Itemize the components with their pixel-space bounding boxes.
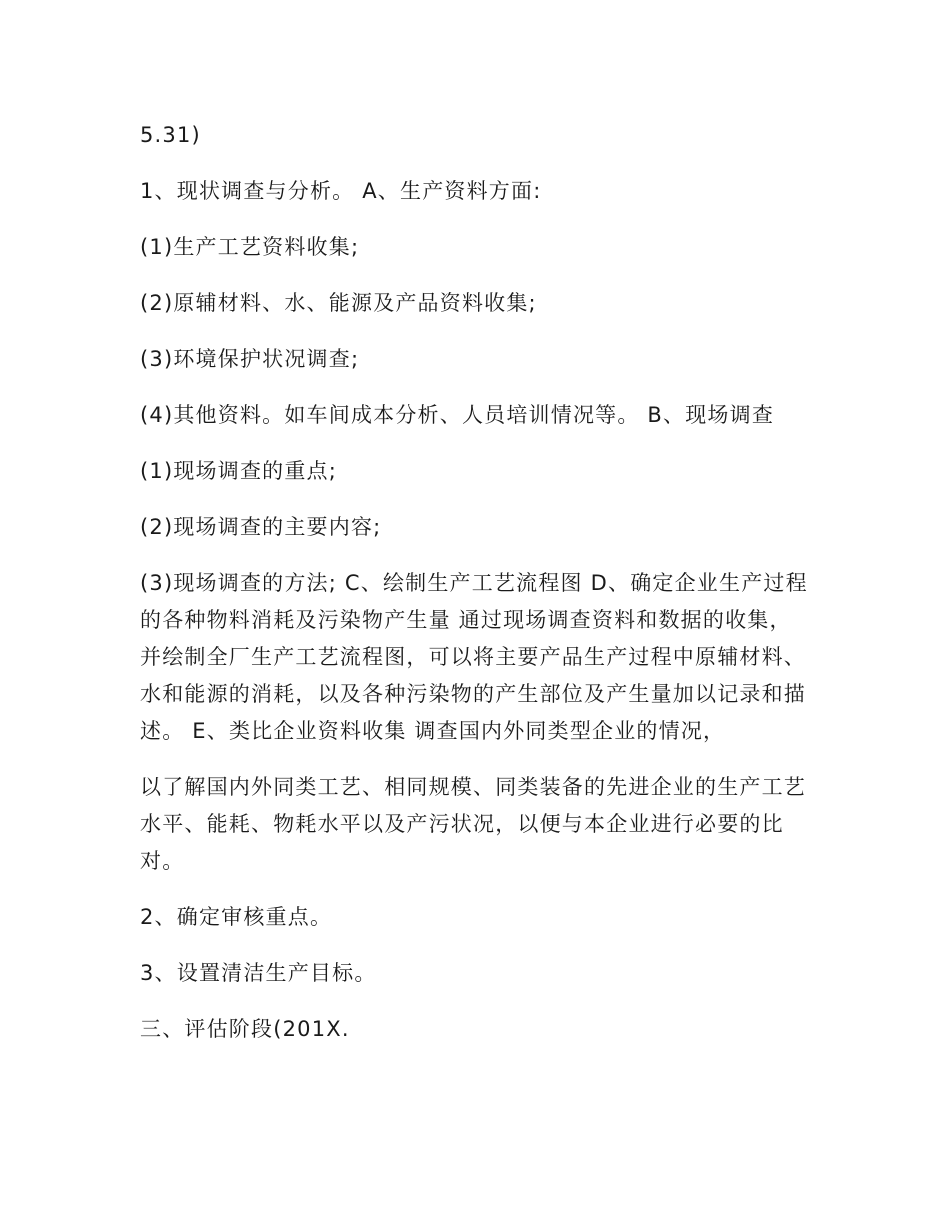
paragraph-status-survey-heading: 1、现状调查与分析。 A、生产资料方面: — [140, 179, 542, 203]
paragraph-cleaner-production-target: 3、设置清洁生产目标。 — [140, 961, 377, 985]
paragraph-item-4: (4)其他资料。如车间成本分析、人员培训情况等。 B、现场调查 — [140, 403, 775, 427]
paragraph-site-item-3: (3)现场调查的方法; C、绘制生产工艺流程图 D、确定企业生产过程的各种物料消耗及污染物产生量 通过现场调查资料和数据的收集，并绘制全厂生产工艺流程图，可以将主要产品生产过程中原辅材料、水和能源的消耗，以及各种污染物的产生部位及产生量加以记录和描述。 E、类比企业资料收集 调查国内外同类型企业的情况， — [140, 571, 808, 743]
paragraph-date-fragment: 5.31) — [140, 123, 201, 147]
paragraph-comparison: 以了解国内外同类工艺、相同规模、同类装备的先进企业的生产工艺水平、能耗、物耗水平以及产污状况，以便与本企业进行必要的比对。 — [140, 775, 806, 873]
paragraph-evaluation-stage: 三、评估阶段(201X. — [140, 1017, 350, 1041]
document-page — [140, 117, 812, 1067]
paragraph-item-1: (1)生产工艺资料收集; — [140, 235, 360, 259]
paragraph-site-item-1: (1)现场调查的重点; — [140, 459, 338, 483]
paragraph-item-2: (2)原辅材料、水、能源及产品资料收集; — [140, 291, 537, 315]
paragraph-audit-focus: 2、确定审核重点。 — [140, 905, 333, 929]
paragraph-item-3: (3)环境保护状况调查; — [140, 347, 360, 371]
paragraph-site-item-2: (2)现场调查的主要内容; — [140, 515, 382, 539]
